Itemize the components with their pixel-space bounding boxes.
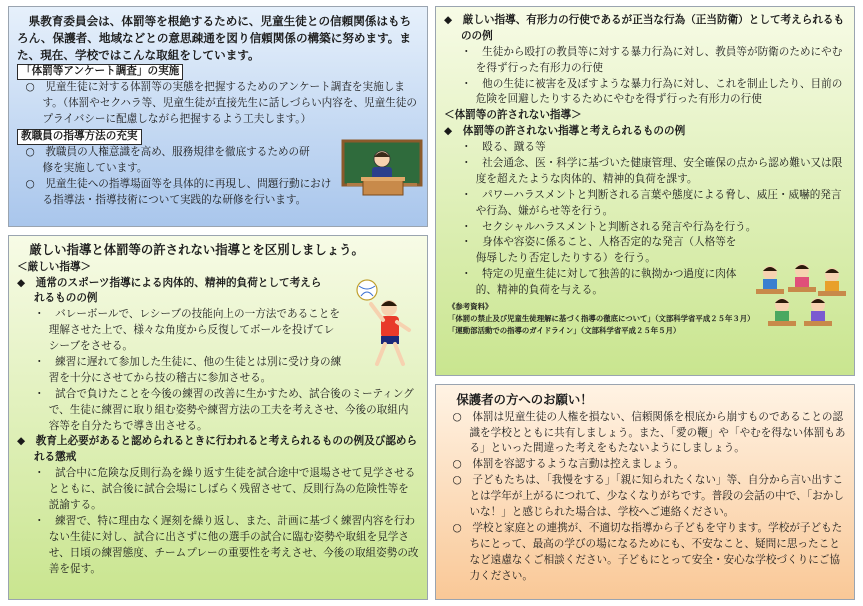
example-stopping-violence: ・ 他の生徒に被害を及ぼすような暴力行為に対し、これを制止したり、目前の危険を回避したりするためにやむを得ず行った有形力の行使: [460, 77, 843, 106]
reference-1: 「体罰の禁止及び児童生徒理解に基づく指導の徹底について」（文部科学省平成２５年３月）: [448, 313, 755, 323]
example-excessive-load: ・ 社会通念、医・科学に基づいた健康管理、安全確保の点から認め難い又は限度を超えたような肉体的、精神的負荷を課す。: [460, 157, 843, 185]
example-text: 試合中に危険な反則行為を繰り返す生徒を試合途中で退場させて見学させるとともに、試合後に試合会場にしばらく残留させて、反則行為の危険性等を説諭する。: [48, 467, 416, 511]
intro-text: 県教育委員会は、体罰等を根絶するために、児童生徒との信頼関係はもちろん、保護者、地域などとの意思疎通を図り信頼関係の構築に努めます。また、現在、学校ではこんな取組をしています。: [17, 14, 412, 62]
self-defense-heading-text: 厳しい指導、有形力の行使であるが正当な行為（正当防衛）として考えられるものの例: [460, 14, 845, 42]
survey-heading: 「体罰等アンケート調査」の実施: [17, 64, 183, 80]
request-to-parents-box: [435, 384, 855, 600]
example-repeated-lateness: ・ 練習で、特に理由なく遅刻を繰り返し、また、計画に基づく練習内容を行わない生徒に対し、試合に出さずに他の選手の試合に臨む姿勢や取組を見学させ、日頃の練習態度、チームプレーの重要性を考えさせ、今後の取組姿勢の改善を促す。: [33, 514, 419, 575]
example-text: パワーハラスメントと判断される言葉や態度による脅し、威圧・威嚇的発言や行為、嫌がらせ等を行う。: [475, 188, 842, 217]
reference-2: 「運動部活動での指導のガイドライン」（文部科学省平成２５年５月）: [448, 325, 681, 335]
parent-item-3: [444, 473, 846, 521]
training-item-1: [17, 145, 319, 177]
volleyball-player-illustration: [349, 278, 423, 370]
example-text: 練習に遅れて参加した生徒に、他の生徒とは別に受け身の練習を十分にさせてから技の稽古に参加させる。: [48, 355, 342, 384]
example-late-practice: ・ 練習に遅れて参加した生徒に、他の生徒とは別に受け身の練習を十分にさせてから技の稽古に参加させる。: [33, 355, 342, 384]
example-post-game-meeting: ・ 試合で負けたことを今後の練習の改善に生かすため、試合後のミーティングで、生徒に練習に取り組む姿勢や練習方法の工夫を考えさせ、今後の取組内容等を自分たちで導き出させる。: [33, 387, 414, 432]
parents-title: 保護者の方へのお願い！: [456, 392, 593, 407]
parent-item-2: [444, 457, 846, 473]
prohibited-examples-heading: [444, 124, 846, 140]
example-personal-insult: ・ 身体や容姿に係ること、人格否定的な発言（人格等を侮辱したり否定したりする）を行う。: [460, 236, 737, 265]
example-power-harassment: ・ パワーハラスメントと判断される言葉や態度による脅し、威圧・威嚇的発言や行為、嫌がらせ等を行う。: [460, 188, 842, 217]
prohibited-subheading: ＜体罰等の許されない指導＞: [444, 109, 582, 122]
circle-bullet: ○: [25, 81, 35, 94]
example-text: 身体や容姿に係ること、人格否定的な発言（人格等を侮辱したり否定したりする）を行う。: [475, 236, 737, 265]
example-sexual-harassment: ・ セクシャルハラスメントと判断される発言や行為を行う。: [460, 220, 757, 233]
diamond-bullet: ◆: [17, 276, 26, 289]
reference-label: 《参考資料》: [448, 302, 493, 312]
diamond-bullet: ◆: [444, 14, 453, 26]
diamond-bullet: ◆: [17, 435, 26, 448]
example-text: 殴る、蹴る等: [482, 141, 546, 154]
circle-bullet: ○: [25, 145, 35, 158]
strict-guidance-subheading: ＜厳しい指導＞: [17, 260, 92, 273]
training-item-2: [17, 177, 335, 209]
example-volleyball: ・ バレーボールで、レシーブの技能向上の一方法であることを理解させた上で、様々な角度から反復してボールを投げてレシーブをさせる。: [33, 308, 340, 353]
survey-item: [17, 80, 419, 128]
sports-guidance-heading: [17, 276, 331, 308]
parent-item-text: 子どもたちは、「我慢をする」「親に知られたくない」等、自分から言い出すことは学年が上がるにつれて、少なくなりがちです。普段の会話の中で、「おかしいな！」と感じられた場合は、学校へご連絡ください。: [469, 474, 844, 518]
example-text: バレーボールで、レシーブの技能向上の一方法であることを理解させた上で、様々な角度から反復してボールを投げてレシーブをさせる。: [48, 308, 340, 353]
prohibited-guidance-box: [435, 6, 855, 376]
survey-item-text: 児童生徒に対する体罰等の実態を把握するためのアンケート調査を実施します。（体罰やセクハラ等、児童生徒が直接先生に話しづらい内容を、児童生徒のプライバシーに配慮しながら把握するよう工夫します。）: [42, 81, 418, 126]
example-foul-play: ・ 試合中に危険な反則行為を繰り返す生徒を試合途中で退場させて見学させるとともに、試合後に試合会場にしばらく残留させて、反則行為の危険性等を説諭する。: [33, 467, 416, 511]
example-hitting: ・ 殴る、蹴る等: [460, 141, 546, 154]
section-title: 厳しい指導と体罰等の許されない指導とを区別しましょう。: [29, 242, 364, 257]
staff-training-heading: 教職員の指導方法の充実: [17, 129, 142, 145]
example-teacher-defense: ・ 生徒から殴打の教員等に対する暴力行為に対し、教員等が防衛のためにやむを得ず行った有形力の行使: [460, 45, 843, 74]
self-defense-heading: [444, 13, 846, 45]
circle-bullet: ○: [452, 458, 462, 471]
parent-item-1: [444, 410, 846, 458]
prohibited-examples-heading-text: 体罰等の許されない指導と考えられるものの例: [462, 125, 686, 138]
circle-bullet: ○: [452, 410, 462, 423]
students-at-desks-illustration: [752, 259, 848, 331]
strict-guidance-box: [8, 235, 428, 600]
example-text: 社会通念、医・科学に基づいた健康管理、安全確保の点から認め難い又は限度を超えたような肉体的、精神的負荷を課す。: [475, 157, 843, 185]
circle-bullet: ○: [25, 177, 35, 190]
example-text: セクシャルハラスメントと判断される発言や行為を行う。: [482, 220, 757, 233]
circle-bullet: ○: [452, 474, 462, 487]
example-text: 生徒から殴打の教員等に対する暴力行為に対し、教員等が防衛のためにやむを得ず行った有形力の行使: [475, 45, 843, 74]
circle-bullet: ○: [452, 521, 462, 534]
school-initiatives-box: [8, 6, 428, 227]
example-targeting-student: ・ 特定の児童生徒に対して独善的に執拗かつ過度に肉体的、精神的負荷を与える。: [460, 268, 737, 297]
parent-item-text: 体罰は児童生徒の人権を損ない、信頼関係を根底から崩すものであることの認識を学校とともに共有しましょう。また、「愛の鞭」や「やむを得ない体罰もある」といった間違った考えをもたないようにしましょう。: [469, 410, 846, 455]
example-text: 他の生徒に被害を及ぼすような暴力行為に対し、これを制止したり、目前の危険を回避したりするためにやむを得ず行った有形力の行使: [475, 77, 843, 106]
training-item-2-text: 児童生徒への指導場面等を具体的に再現し、問題行動における指導法・指導技術について実践的な研修を行います。: [42, 177, 332, 206]
sports-guidance-heading-text: 通常のスポーツ指導による肉体的、精神的負荷として考えられるものの例: [33, 276, 322, 305]
parent-item-4: [444, 521, 846, 585]
example-text: 特定の児童生徒に対して独善的に執拗かつ過度に肉体的、精神的負荷を与える。: [475, 268, 737, 297]
teacher-at-blackboard-illustration: [341, 139, 423, 201]
example-text: 練習で、特に理由なく遅刻を繰り返し、また、計画に基づく練習内容を行わない生徒に対し、試合に出さずに他の選手の試合に臨む姿勢や取組を見学させ、日頃の練習態度、チームプレーの重要性を考えさせ、今後の取組姿勢の改善を促す。: [48, 514, 419, 575]
discipline-heading: [17, 434, 419, 466]
parent-item-text: 学校と家庭との連携が、不適切な指導から子どもを守ります。学校が子どもたちにとって、最高の学びの場になるためにも、不安なこと、疑問に思ったことなど遠慮なくご相談ください。子どもにとって安全・安心な学校づくりにご協力ください。: [469, 521, 843, 582]
discipline-heading-text: 教育上必要があると認められるときに行われると考えられるものの例及び認められる懲戒: [33, 435, 418, 464]
training-item-1-text: 教職員の人権意識を高め、服務規律を徹底するための研修を実施しています。: [42, 145, 310, 174]
diamond-bullet: ◆: [444, 125, 453, 138]
example-text: 試合で負けたことを今後の練習の改善に生かすため、試合後のミーティングで、生徒に練習に取り組む姿勢や練習方法の工夫を考えさせ、今後の取組内容等を自分たちで導き出させる。: [48, 387, 414, 432]
parent-item-text: 体罰を容認するような言動は控えましょう。: [472, 458, 685, 471]
